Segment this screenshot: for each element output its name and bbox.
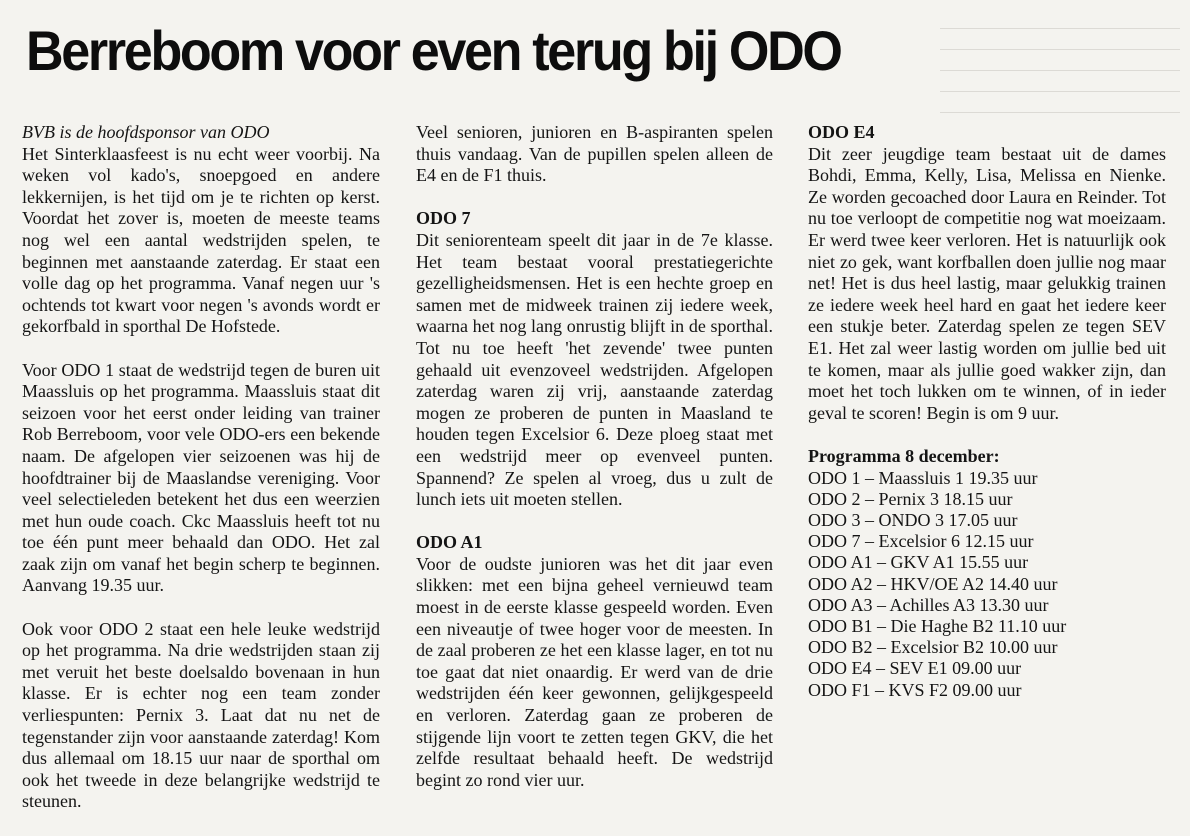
program-item: ODO E4 – SEV E1 09.00 uur bbox=[808, 658, 1022, 679]
program-item: ODO A3 – Achilles A3 13.30 uur bbox=[808, 594, 1049, 615]
section-heading-odoe4: ODO E4 bbox=[808, 122, 875, 142]
program-item: ODO A2 – HKV/OE A2 14.40 uur bbox=[808, 573, 1058, 594]
intro-paragraph-2: Voor ODO 1 staat de wedstrijd tegen de buren uit Maassluis op het programma. Maassluis staat dit seizoen voor het eerst onder leiding van trainer Rob Berreboom, voor vele ODO-ers een bekende naam. De afgelopen vier seizoenen was hij de hoofdtrainer bij de Maaslandse vereniging. Voor veel selectieleden betekent het dus een weerzien met hun oude coach. Ckc Maassluis heeft tot nu toe één punt meer behaald dan ODO. Het zal zaak zijn om vanaf het begin scherp te beginnen. Aanvang 19.35 uur. bbox=[22, 359, 380, 596]
program-item: ODO 2 – Pernix 3 18.15 uur bbox=[808, 488, 1013, 509]
program-item: ODO 7 – Excelsior 6 12.15 uur bbox=[808, 531, 1034, 552]
program-item: ODO B2 – Excelsior B2 10.00 uur bbox=[808, 637, 1058, 658]
section-text-odoa1: Voor de oudste junioren was het dit jaar even slikken: met een bijna geheel vernieuwd team moest in de eerste klasse gespeeld worden. Even een niveautje of twee hoger voor de meesten. In de zaal proberen ze het een klasse lager, en tot nu toe gaat dat niet onaardig. Er werd van de drie wedstrijden één keer gewonnen, gelijkgespeeld en verloren. Zaterdag gaan ze proberen de stijgende lijn voort te zetten tegen GKV, die het zelfde resultaat behaald heeft. De wedstrijd begint zo rond vier uur. bbox=[416, 553, 773, 790]
section-heading-odoa1: ODO A1 bbox=[416, 532, 483, 553]
program-heading: Programma 8 december: bbox=[808, 445, 1000, 466]
subtitle: BVB is de hoofdsponsor van ODO bbox=[22, 122, 270, 142]
column-1 bbox=[22, 122, 380, 813]
section-heading-odo7: ODO 7 bbox=[416, 208, 471, 229]
intro-paragraph-4: Veel senioren, junioren en B-aspiranten spelen thuis vandaag. Van de pupillen spelen alleen de E4 en de F1 thuis. bbox=[416, 122, 773, 186]
program-item: ODO A1 – GKV A1 15.55 uur bbox=[808, 552, 1029, 573]
program-item: ODO 3 – ONDO 3 17.05 uur bbox=[808, 509, 1018, 530]
program-list bbox=[808, 468, 1166, 701]
program-item: ODO 1 – Maassluis 1 19.35 uur bbox=[808, 467, 1038, 488]
headline: Berreboom voor even terug bij ODO bbox=[26, 19, 841, 82]
program-item: ODO F1 – KVS F2 09.00 uur bbox=[808, 679, 1022, 700]
program-item: ODO B1 – Die Haghe B2 11.10 uur bbox=[808, 615, 1067, 636]
section-text-odo7: Dit seniorenteam speelt dit jaar in de 7e klasse. Het team bestaat vooral prestatiegerichte gezelligheidsmensen. Het is een hechte groep en samen met de midweek trainen zij iedere week, waarna het nog lang onrustig blijft in de sporthal. Tot nu toe heeft 'het zevende' twee punten gehaald uit evenzoveel wedstrijden. Afgelopen zaterdag waren zij vrij, aanstaande zaterdag mogen ze proberen de punten in Maasland te houden tegen Excelsior 6. Deze ploeg staat met een wedstrijd meer op evenveel punten. Spannend? Ze spelen al vroeg, dus u zult de lunch iets uit moeten stellen. bbox=[416, 229, 773, 510]
intro-paragraph-1: Het Sinterklaasfeest is nu echt weer voorbij. Na weken vol kado's, snoepgoed en andere lekkernijen, is het tijd om je te richten op kerst. Voordat het zover is, moeten de meeste teams nog wel een aantal wedstrijden spelen, te beginnen met aanstaande zaterdag. Er staat een volle dag op het programma. Vanaf negen uur 's ochtends tot kwart voor negen 's avonds wordt er gekorfbald in sporthal De Hofstede. bbox=[22, 143, 380, 337]
column-2 bbox=[416, 122, 773, 791]
column-3 bbox=[808, 122, 1166, 701]
section-text-odoe4: Dit zeer jeugdige team bestaat uit de dames Bohdi, Emma, Kelly, Lisa, Melissa en Nienke. Ze worden gecoached door Laura en Reinder. Tot nu toe verloopt de competitie nog wat moeizaam. Er werd twee keer verloren. Het is natuurlijk ook niet zo gek, want korfballen doen jullie nog maar net! Het is dus heel lastig, maar gelukkig trainen ze iedere week heel hard en gaat het iedere keer een stukje beter. Zaterdag spelen ze tegen SEV E1. Het zal weer lastig worden om jullie bed uit te komen, maar als jullie goed wakker zijn, dan moet het toch lukken om te winnen, of in ieder geval te scoren! Begin is om 9 uur. bbox=[808, 143, 1166, 423]
intro-paragraph-3: Ook voor ODO 2 staat een hele leuke wedstrijd op het programma. Na drie wedstrijden staan zij met veruit het beste doelsaldo bovenaan in hun klasse. Er is echter nog een team zonder verliespunten: Pernix 3. Laat dat nu net de tegenstander zijn voor aanstaande zaterdag! Kom dus allemaal om 18.15 uur naar de sporthal om ook het tweede in deze belangrijke wedstrijd te steunen. bbox=[22, 618, 380, 812]
